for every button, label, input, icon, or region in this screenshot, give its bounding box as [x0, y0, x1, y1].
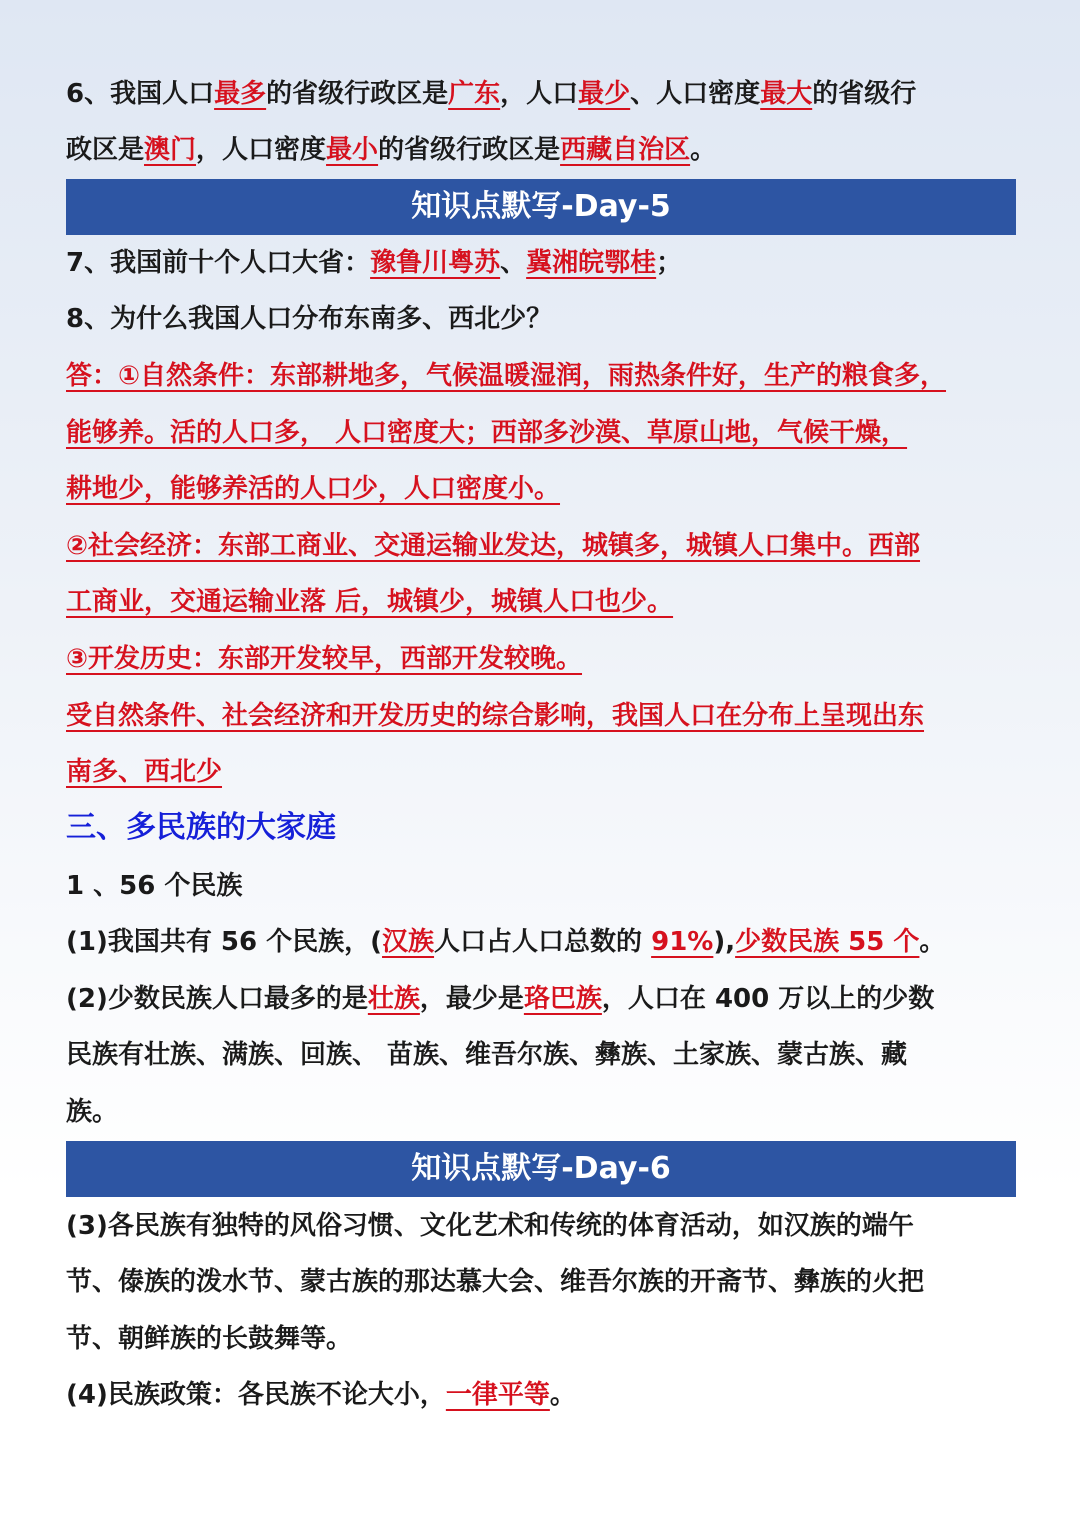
- q6-line-2: [66, 130, 1016, 170]
- q6-answer: 最多: [214, 79, 267, 109]
- item1-line: [66, 922, 1016, 962]
- item3-line: 节、傣族的泼水节、蒙古族的那达慕大会、维吾尔族的开斋节、彝族的火把: [66, 1267, 925, 1297]
- q8-answer-line: ③开发历史：东部开发较早，西部开发较晚。: [66, 644, 583, 674]
- q7-answer: 豫鲁川粤苏: [370, 248, 501, 278]
- item1-text: 。: [919, 927, 946, 957]
- q8-answer-line: 能够养。活的人口多， 人口密度大；西部多沙漠、草原山地，气候干燥，: [66, 418, 908, 448]
- q6-text: ，人口: [500, 79, 579, 109]
- q7-text: 、: [500, 248, 527, 278]
- item2-text: ，最少是: [419, 984, 524, 1014]
- q8-answer-line: 工商业，交通运输业落 后，城镇少，城镇人口也少。: [66, 587, 674, 617]
- item3-line: 节、朝鲜族的长鼓舞等。: [66, 1324, 353, 1354]
- q8-answer-line: ②社会经济：东部工商业、交通运输业发达，城镇多，城镇人口集中。西部: [66, 531, 921, 561]
- q6-answer: 最大: [760, 79, 813, 109]
- item1-text: ),: [713, 927, 736, 957]
- item2-text: ，人口在 400 万以上的少数: [601, 984, 935, 1014]
- q6-text: ，人口密度: [196, 135, 327, 165]
- banner-day-5: 知识点默写-Day-5: [66, 179, 1016, 235]
- q6-text: 政区是: [66, 135, 145, 165]
- q8-answer-line: 受自然条件、社会经济和开发历史的综合影响，我国人口在分布上呈现出东: [66, 701, 925, 731]
- banner-day-6: 知识点默写-Day-6: [66, 1141, 1016, 1197]
- section-heading: 三、多民族的大家庭: [66, 810, 336, 845]
- item1-answer: 91%: [651, 927, 714, 957]
- item4-text: 。: [549, 1380, 576, 1410]
- q6-text: 。: [690, 135, 717, 165]
- subsection-heading: 1 、56 个民族: [66, 871, 243, 901]
- q7-text: 7、我国前十个人口大省：: [66, 248, 371, 278]
- item2-answer: 珞巴族: [523, 984, 602, 1014]
- q6-answer: 澳门: [144, 135, 197, 165]
- q6-text: 的省级行: [812, 79, 917, 109]
- q8-answer-line: 答：①自然条件：东部耕地多，气候温暖湿润，雨热条件好，生产的粮食多，: [66, 361, 947, 391]
- item3-line: (3)各民族有独特的风俗习惯、文化艺术和传统的体育活动，如汉族的端午: [66, 1211, 914, 1241]
- item2-text: (2)少数民族人口最多的是: [66, 984, 368, 1014]
- item1-answer: 汉族: [382, 927, 435, 957]
- q6-answer: 广东: [448, 79, 501, 109]
- q8-question: 8、为什么我国人口分布东南多、西北少？: [66, 304, 553, 334]
- q6-answer: 最小: [326, 135, 379, 165]
- q6-text: 的省级行政区是: [266, 79, 449, 109]
- q6-line-1: [66, 74, 1016, 114]
- q8-answer-line: 南多、西北少: [66, 757, 223, 787]
- item4-line: [66, 1375, 1016, 1415]
- q6-text: 的省级行政区是: [378, 135, 561, 165]
- q6-answer: 最少: [578, 79, 631, 109]
- q8-answer-line: 耕地少，能够养活的人口少，人口密度小。: [66, 474, 561, 504]
- item2-line-1: [66, 979, 1016, 1019]
- item2-line-2: 民族有壮族、满族、回族、 苗族、维吾尔族、彝族、土家族、蒙古族、藏: [66, 1040, 908, 1070]
- q7-line: [66, 243, 1016, 283]
- q6-text: 、人口密度: [630, 79, 761, 109]
- item1-text: 人口占人口总数的: [434, 927, 652, 957]
- item1-answer: 少数民族 55 个: [735, 927, 920, 957]
- item2-answer: 壮族: [367, 984, 420, 1014]
- item2-line-3: 族。: [66, 1097, 119, 1127]
- q6-answer: 西藏自治区: [560, 135, 691, 165]
- item1-text: (1)我国共有 56 个民族，(: [66, 927, 383, 957]
- item4-text: (4)民族政策：各民族不论大小，: [66, 1380, 446, 1410]
- item4-answer: 一律平等: [445, 1380, 550, 1410]
- q7-answer: 冀湘皖鄂桂: [526, 248, 657, 278]
- q6-text: 6、我国人口: [66, 79, 215, 109]
- q7-text: ；: [656, 248, 683, 278]
